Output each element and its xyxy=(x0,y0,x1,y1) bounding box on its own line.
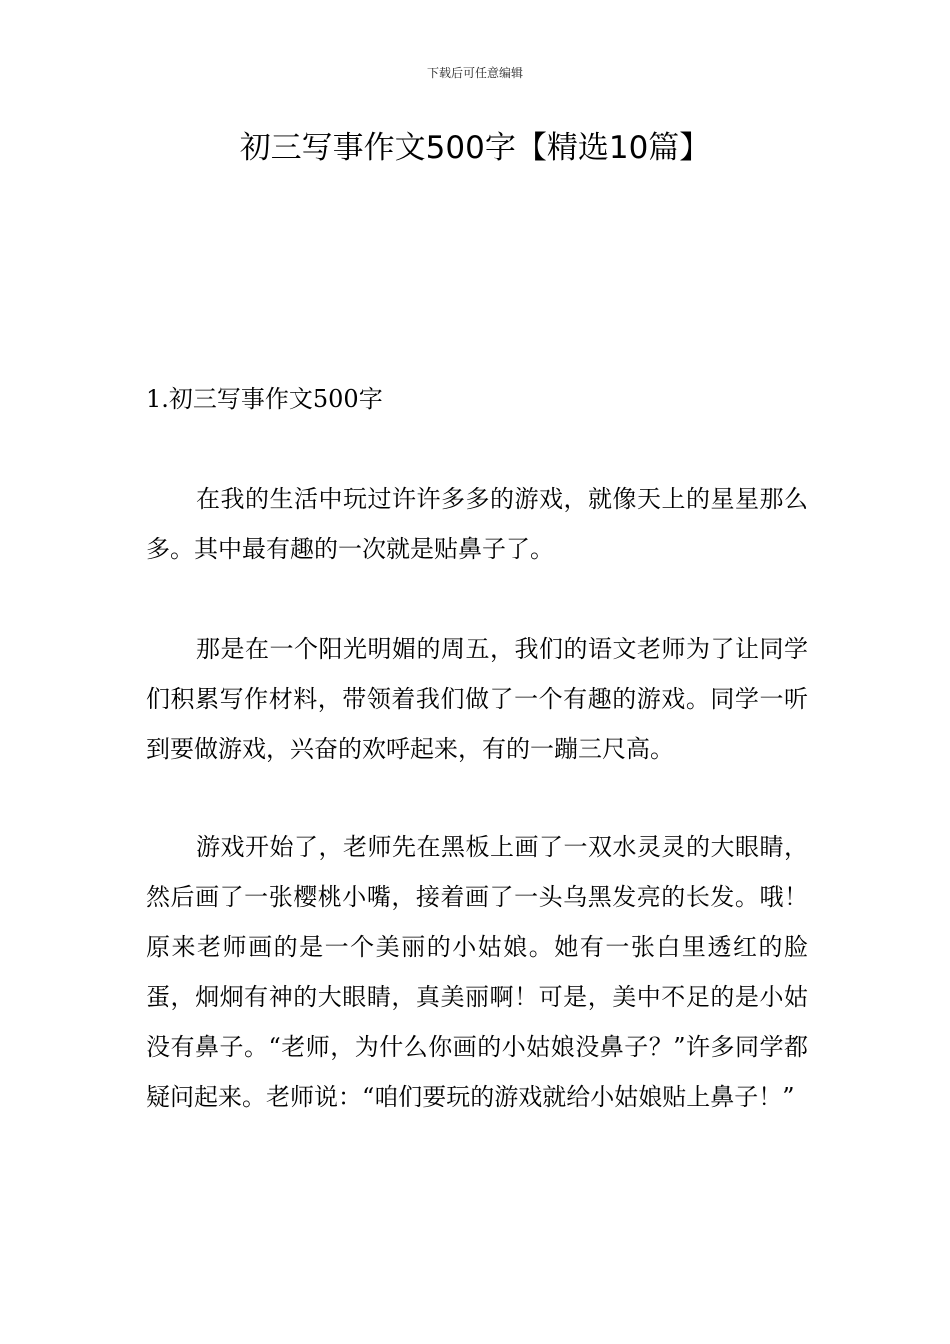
document-title: 初三写事作文500字【精选10篇】 xyxy=(239,130,711,166)
paragraph-3: 游戏开始了，老师先在黑板上画了一双水灵灵的大眼睛，然后画了一张樱桃小嘴，接着画了一头乌黑发亮的长发。哦！原来老师画的是一个美丽的小姑娘。她有一张白里透红的脸蛋，炯炯有神的大眼睛，真美丽啊！可是，美中不足的是小姑没有鼻子。“老师，为什么你画的小姑娘没鼻子？”许多同学都疑问起来。老师说：“咱们要玩的游戏就给小姑娘贴上鼻子！” xyxy=(146,833,808,1111)
header-note: 下载后可任意编辑 xyxy=(426,66,523,80)
paragraph-1: 在我的生活中玩过许许多多的游戏，就像天上的星星那么多。其中最有趣的一次就是贴鼻子了。 xyxy=(146,485,808,563)
paragraph-2: 那是在一个阳光明媚的周五，我们的语文老师为了让同学们积累写作材料，带领着我们做了一个有趣的游戏。同学一听到要做游戏，兴奋的欢呼起来，有的一蹦三尺高。 xyxy=(146,635,808,763)
section-heading: 1.初三写事作文500字 xyxy=(146,385,383,413)
